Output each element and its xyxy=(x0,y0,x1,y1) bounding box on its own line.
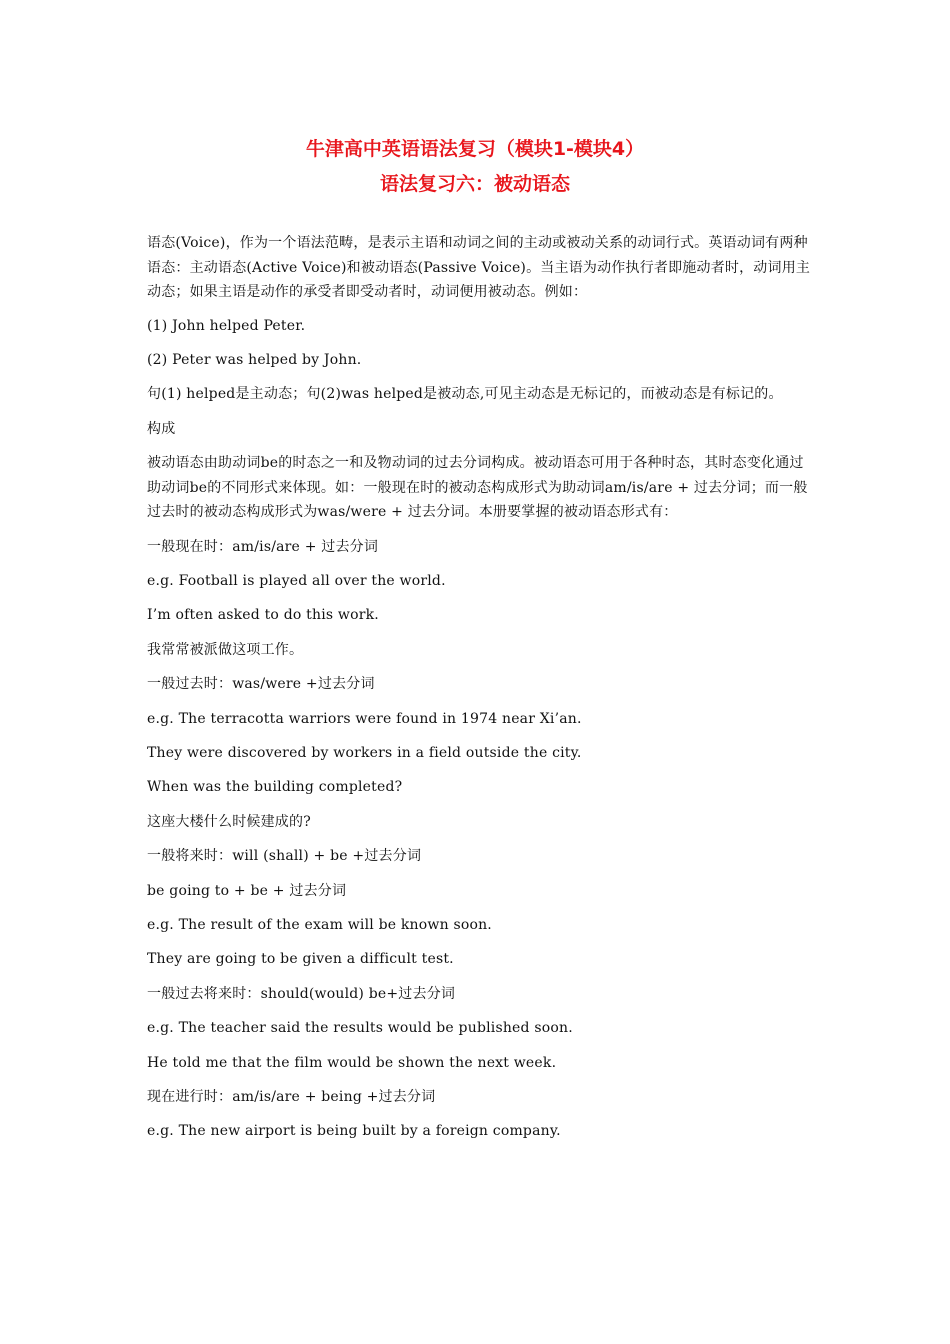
text-line: e.g. The teacher said the results would be published soon. xyxy=(147,1020,573,1037)
text-line: e.g. The new airport is being built by a foreign company. xyxy=(147,1123,561,1140)
text-line: be going to + be + 过去分词 xyxy=(147,882,347,899)
explanation-paragraph: 句(1) helped是主动态；句(2)was helped是被动态,可见主动态是无标记的，而被动态是有标记的。 xyxy=(147,386,783,403)
text-line: When was the building completed? xyxy=(147,779,403,796)
document-body xyxy=(137,231,817,1154)
text-line: 一般过去将来时：should(would) be+过去分词 xyxy=(147,985,456,1002)
document-subtitle: 语法复习六：被动语态 xyxy=(379,173,570,195)
text-line: 现在进行时：am/is/are + being +过去分词 xyxy=(147,1088,436,1105)
grammar-lines xyxy=(137,535,817,1154)
text-line: e.g. Football is played all over the world. xyxy=(147,573,446,590)
example-sentence-1: (1) John helped Peter. xyxy=(147,317,306,334)
text-line: 一般将来时：will (shall) + be +过去分词 xyxy=(147,848,422,865)
structure-paragraph: 被动语态由助动词be的时态之一和及物动词的过去分词构成。被动语态可用于各种时态，其时态变化通过助动词be的不同形式来体现。如：一般现在时的被动态构成形式为助动词am/is/are + 过去分词；而一般过去时的被动态构成形式为was/were + 过去分词。本册要掌握的被动语态形式有： xyxy=(147,455,808,521)
text-line: They were discovered by workers in a field outside the city. xyxy=(147,745,582,762)
section-heading-structure: 构成 xyxy=(147,420,176,437)
example-sentence-2: (2) Peter was helped by John. xyxy=(147,351,362,368)
text-line: 这座大楼什么时候建成的? xyxy=(147,813,311,830)
text-line: 我常常被派做这项工作。 xyxy=(147,641,304,658)
text-line: I’m often asked to do this work. xyxy=(147,607,379,624)
text-line: 一般过去时：was/were +过去分词 xyxy=(147,676,375,693)
text-line: e.g. The result of the exam will be known soon. xyxy=(147,916,492,933)
text-line: He told me that the film would be shown the next week. xyxy=(147,1054,557,1071)
text-line: e.g. The terracotta warriors were found in 1974 near Xi’an. xyxy=(147,710,582,727)
text-line: They are going to be given a difficult test. xyxy=(147,951,454,968)
document-title: 牛津高中英语语法复习（模块1-模块4） xyxy=(305,138,645,160)
intro-paragraph: 语态(Voice)，作为一个语法范畴，是表示主语和动词之间的主动或被动关系的动词行式。英语动词有两种语态：主动语态(Active Voice)和被动语态(Passive Voice)。当主语为动作执行者即施动者时，动词用主动态；如果主语是动作的承受者即受动者时，动词便用被动态。例如： xyxy=(147,235,811,300)
text-line: 一般现在时：am/is/are + 过去分词 xyxy=(147,538,379,555)
